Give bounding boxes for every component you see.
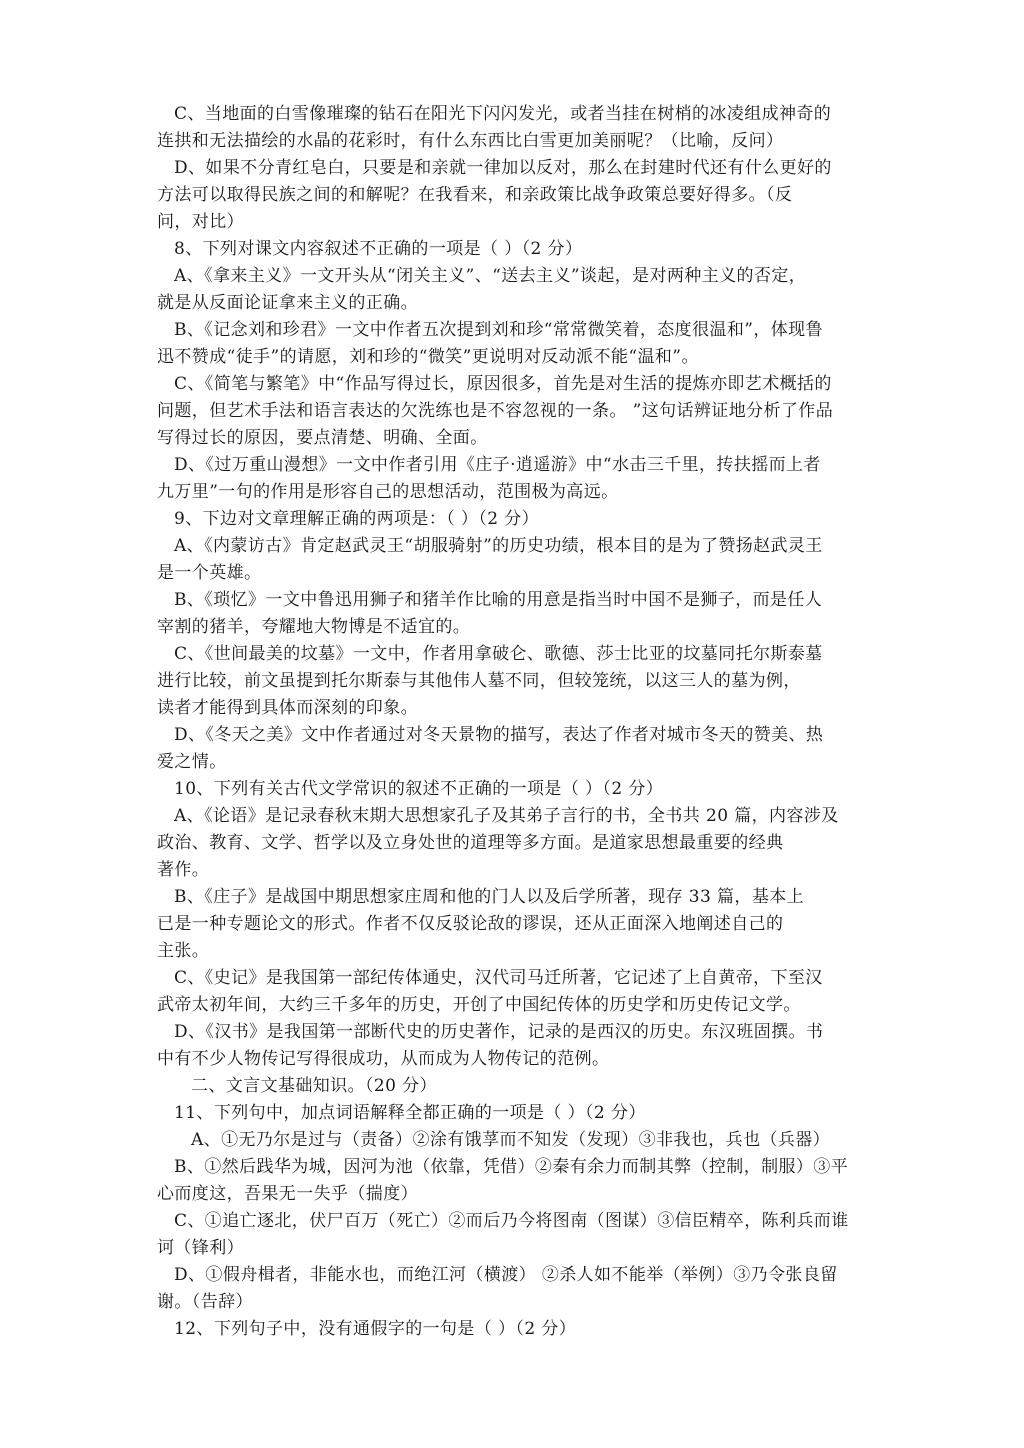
section-heading: 二、文言文基础知识。（20 分） — [191, 1076, 437, 1096]
text-line: 中有不少人物传记写得很成功，从而成为人物传记的范例。 — [157, 1049, 610, 1069]
text-line: 诃（锋利） — [157, 1238, 244, 1258]
text-line: 主张。 — [157, 941, 210, 961]
text-line: B、①然后践华为城，因河为池（依靠，凭借）②秦有余力而制其弊（控制，制服）③平 — [174, 1157, 849, 1177]
text-line: 问，对比） — [157, 212, 244, 232]
text-line: D、《汉书》是我国第一部断代史的历史著作，记录的是西汉的历史。东汉班固撰。书 — [174, 1022, 824, 1042]
text-line: 心而度这，吾果无一失乎（揣度） — [157, 1184, 418, 1204]
text-line: B、《记念刘和珍君》一文中作者五次提到刘和珍“常常微笑着，态度很温和”，体现鲁 — [174, 320, 823, 340]
text-line: 12、下列句子中，没有通假字的一句是（ ）（2 分） — [174, 1319, 577, 1339]
text-line: D、《过万重山漫想》一文中作者引用《庄子·逍遥游》中“水击三千里，抟扶摇而上者 — [174, 455, 821, 475]
text-line: 就是从反面论证拿来主义的正确。 — [157, 293, 418, 313]
text-line: 方法可以取得民族之间的和解呢？在我看来，和亲政策比战争政策总要好得多。（反 — [157, 185, 793, 205]
text-line: 写得过长的原因，要点清楚、明确、全面。 — [157, 428, 488, 448]
text-line: C、当地面的白雪像璀璨的钻石在阳光下闪闪发光，或者当挂在树梢的冰凌组成神奇的 — [174, 104, 832, 124]
text-line: D、《冬天之美》文中作者通过对冬天景物的描写，表达了作者对城市冬天的赞美、热 — [174, 725, 824, 745]
text-line: A、《内蒙访古》肯定赵武灵王“胡服骑射”的历史功绩，根本目的是为了赞扬赵武灵王 — [174, 536, 823, 556]
text-line: 进行比较，前文虽提到托尔斯泰与其他伟人墓不同，但较笼统，以这三人的墓为例， — [157, 671, 801, 691]
text-line: A、《论语》是记录春秋末期大思想家孔子及其弟子言行的书，全书共 20 篇，内容涉及 — [174, 806, 839, 826]
text-line: 已是一种专题论文的形式。作者不仅反驳论敌的谬误，还从正面深入地阐述自己的 — [157, 914, 784, 934]
text-line: A、①无乃尔是过与（责备）②涂有饿莩而不知发（发现）③非我也，兵也（兵器） — [191, 1130, 831, 1150]
text-line: 迅不赞成“徒手”的请愿，刘和珍的“微笑”更说明对反动派不能“温和”。 — [157, 347, 699, 367]
text-line: B、《庄子》是战国中期思想家庄周和他的门人以及后学所著，现存 33 篇，基本上 — [174, 887, 805, 907]
text-line: D、如果不分青红皂白，只要是和亲就一律加以反对，那么在封建时代还有什么更好的 — [174, 158, 832, 178]
text-line: C、《简笔与繁笔》中“作品写得过长，原因很多，首先是对生活的提炼亦即艺术概括的 — [174, 374, 832, 394]
text-line: 爱之情。 — [157, 752, 227, 772]
text-line: 8、下列对课文内容叙述不正确的一项是（ ）（2 分） — [174, 239, 583, 259]
text-line: 11、下列句中，加点词语解释全都正确的一项是（ ）（2 分） — [174, 1103, 646, 1123]
text-line: C、《史记》是我国第一部纪传体通史，汉代司马迁所著，它记述了上自黄帝，下至汉 — [174, 968, 823, 988]
text-line: C、《世间最美的坟墓》一文中，作者用拿破仑、歌德、莎士比亚的坟墓同托尔斯泰墓 — [174, 644, 823, 664]
text-line: D、①假舟楫者，非能水也，而绝江河（横渡） ②杀人如不能举（举例）③乃令张良留 — [174, 1265, 838, 1285]
text-line: B、《琐忆》一文中鲁迅用狮子和猪羊作比喻的用意是指当时中国不是狮子，而是任人 — [174, 590, 823, 610]
text-line: 10、下列有关古代文学常识的叙述不正确的一项是（ ）（2 分） — [174, 779, 664, 799]
text-line: C、①追亡逐北，伏尸百万（死亡）②而后乃今将图南（图谋）③信臣精卒，陈利兵而谁 — [174, 1211, 849, 1231]
text-line: 9、下边对文章理解正确的两项是：（ ）（2 分） — [174, 509, 540, 529]
text-line: 著作。 — [157, 860, 210, 880]
text-line: 读者才能得到具体而深刻的印象。 — [157, 698, 418, 718]
text-line: 九万里”一句的作用是形容自己的思想活动，范围极为高远。 — [157, 482, 619, 502]
text-line: 宰割的猪羊，夸耀地大物博是不适宜的。 — [157, 617, 471, 637]
text-line: 问题，但艺术手法和语言表达的欠洗练也是不容忽视的一条。 ”这句话辨证地分析了作品 — [157, 401, 834, 421]
text-line: 谢。（告辞） — [157, 1292, 253, 1312]
text-line: 连拱和无法描绘的水晶的花彩时，有什么东西比白雪更加美丽呢？（比喻，反问） — [157, 131, 784, 151]
text-line: 是一个英雄。 — [157, 563, 262, 583]
text-line: 武帝太初年间，大约三千多年的历史，开创了中国纪传体的历史学和历史传记文学。 — [157, 995, 801, 1015]
text-line: 政治、教育、文学、哲学以及立身处世的道理等多方面。是道家思想最重要的经典 — [157, 833, 784, 853]
text-line: A、《拿来主义》一文开头从“闭关主义”、“送去主义”谈起，是对两种主义的否定， — [174, 266, 807, 286]
